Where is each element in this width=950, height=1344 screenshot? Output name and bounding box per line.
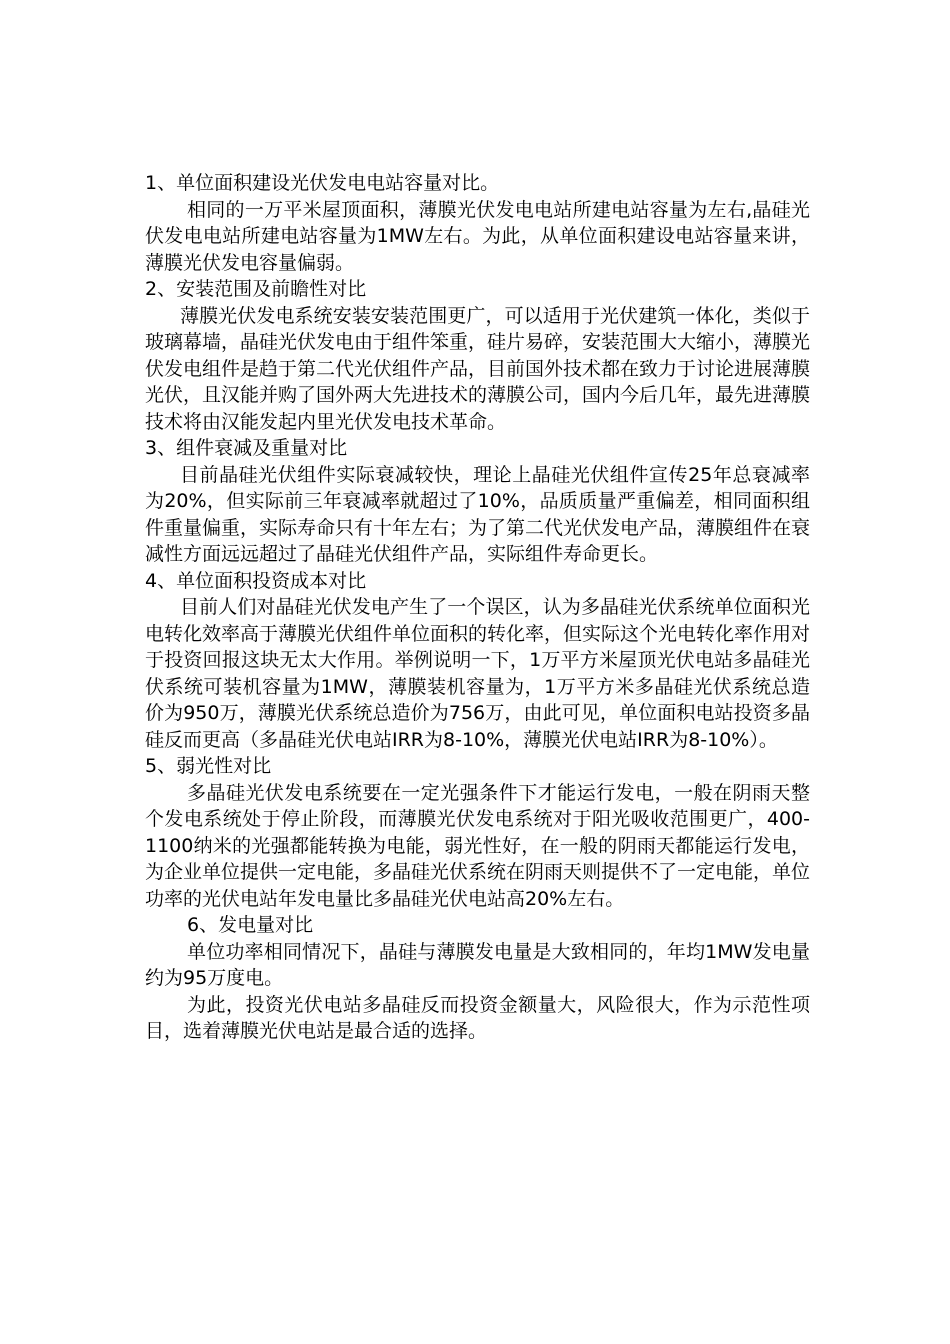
section-paragraph-6b: 为此，投资光伏电站多晶硅反而投资金额量大，风险很大，作为示范性项目，选着薄膜光伏电站是最合适的选择。 xyxy=(145,993,810,1042)
section-paragraph-6a: 单位功率相同情况下，晶硅与薄膜发电量是大致相同的，年均1MW发电量约为95万度电。 xyxy=(145,940,810,989)
section-paragraph-2: 薄膜光伏发电系统安装安装范围更广，可以适用于光伏建筑一体化，类似于玻璃幕墙，晶硅光伏发电由于组件笨重，硅片易碎，安装范围大大缩小，薄膜光伏发电组件是趋于第二代光伏组件产品，目前国外技术都在致力于讨论进展薄膜光伏，且汉能并购了国外两大先进技术的薄膜公司，国内今后几年，最先进薄膜技术将由汉能发起内里光伏发电技术革命。 xyxy=(145,304,811,433)
section-heading-1: 1、单位面积建设光伏发电电站容量对比。 xyxy=(145,172,500,194)
section-paragraph-1: 相同的一万平米屋顶面积，薄膜光伏发电电站所建电站容量为左右,晶硅光伏发电电站所建电站容量为1MW左右。为此，从单位面积建设电站容量来讲，薄膜光伏发电容量偏弱。 xyxy=(145,198,810,274)
section-heading-6: 6、发电量对比 xyxy=(187,914,314,936)
document-body xyxy=(145,170,810,1045)
section-paragraph-5: 多晶硅光伏发电系统要在一定光强条件下才能运行发电，一般在阴雨天整个发电系统处于停止阶段，而薄膜光伏发电系统对于阳光吸收范围更广，400-1100纳米的光强都能转换为电能，弱光性好，在一般的阴雨天都能运行发电，为企业单位提供一定电能，多晶硅光伏系统在阴雨天则提供不了一定电能，单位功率的光伏电站年发电量比多晶硅光伏电站高20%左右。 xyxy=(145,781,811,910)
section-heading-2: 2、安装范围及前瞻性对比 xyxy=(145,278,367,300)
section-heading-4: 4、单位面积投资成本对比 xyxy=(145,569,367,592)
section-heading-3: 3、组件衰减及重量对比 xyxy=(145,437,348,459)
section-paragraph-3: 目前晶硅光伏组件实际衰减较快，理论上晶硅光伏组件宣传25年总衰减率为20%，但实际前三年衰减率就超过了10%，品质质量严重偏差，相同面积组件重量偏重，实际寿命只有十年左右；为了第二代光伏发电产品，薄膜组件在衰减性方面远远超过了晶硅光伏组件产品，实际组件寿命更长。 xyxy=(145,463,811,565)
section-paragraph-4: 目前人们对晶硅光伏发电产生了一个误区，认为多晶硅光伏系统单位面积光电转化效率高于薄膜光伏组件单位面积的转化率，但实际这个光电转化率作用对于投资回报这块无太大作用。举例说明一下，1万平方米屋顶光伏电站多晶硅光伏系统可装机容量为1MW，薄膜装机容量为，1万平方米多晶硅光伏系统总造价为950万，薄膜光伏系统总造价为756万，由此可见，单位面积电站投资多晶硅反而更高（多晶硅光伏电站IRR为8-10%，薄膜光伏电站IRR为8-10%）。 xyxy=(145,596,811,751)
section-heading-5: 5、弱光性对比 xyxy=(145,755,272,777)
